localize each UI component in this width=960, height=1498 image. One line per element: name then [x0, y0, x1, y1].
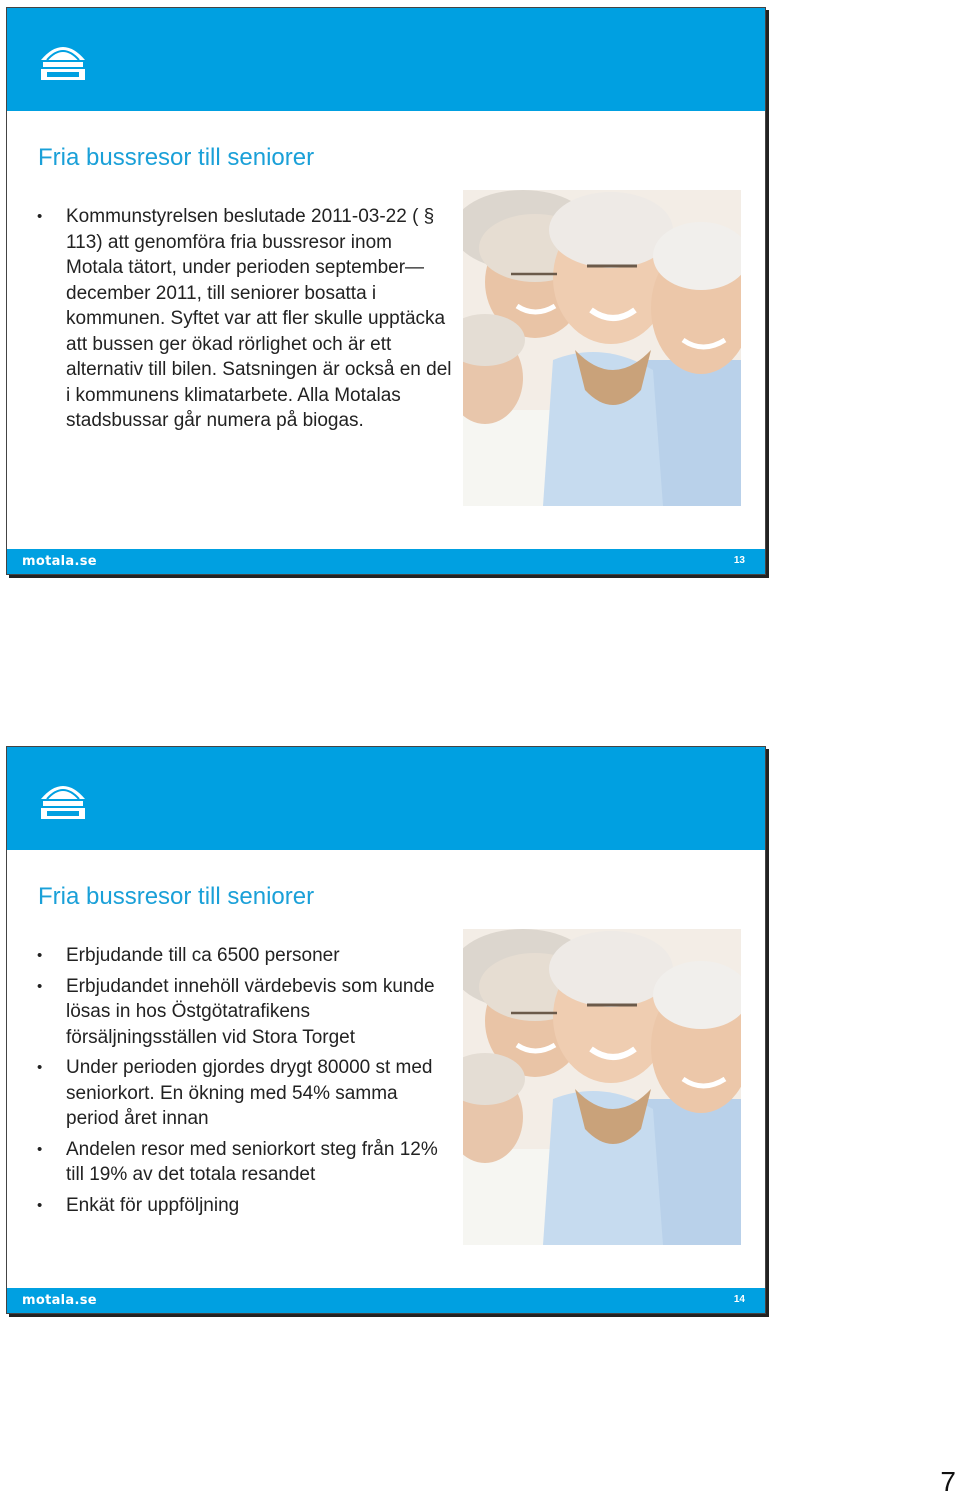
bullet-item: • Erbjudandet innehöll värdebevis som kunde lösas in hos Östgötatrafikens försäljningsställen vid Stora Torget [33, 974, 453, 1051]
bullet-item: • Under perioden gjordes drygt 80000 st med seniorkort. En ökning med 54% samma period året innan [33, 1055, 453, 1132]
bullet-item: • Enkät för uppföljning [33, 1193, 453, 1219]
bullet-item: • Andelen resor med seniorkort steg från 12% till 19% av det totala resandet [33, 1137, 453, 1188]
slide-page-number: 14 [733, 1294, 745, 1305]
slide-13 [6, 7, 766, 575]
slide-14 [6, 746, 766, 1314]
seniors-photo-icon [463, 929, 741, 1245]
slide-page-number: 13 [733, 555, 745, 566]
header-band [7, 747, 765, 850]
footer-band [7, 1288, 765, 1313]
document-page-number: 7 [940, 1466, 956, 1497]
bullet-list [33, 943, 453, 1223]
header-band [7, 8, 765, 111]
footer-band [7, 549, 765, 574]
bullet-item: • Kommunstyrelsen beslutade 2011-03-22 ( § 113) att genomföra fria bussresor inom Motala tätort, under perioden september—december 2011, till seniorer bosatta i kommunen. Syftet var att fler skulle upptäcka att bussen ger ökad rörlighet och är ett alternativ till bilen. Satsningen är också en del i kommunens klimatarbete. Alla Motalas stadsbussar går numera på biogas. [33, 204, 453, 434]
footer-url: motala.se [22, 554, 97, 569]
motala-logo-icon [33, 777, 93, 823]
bullet-list [33, 204, 453, 439]
motala-logo-icon [33, 38, 93, 84]
slide-title: Fria bussresor till seniorer [38, 883, 315, 910]
bullet-item: • Erbjudande till ca 6500 personer [33, 943, 453, 969]
seniors-photo-icon [463, 190, 741, 506]
footer-url: motala.se [22, 1293, 97, 1308]
slide-title: Fria bussresor till seniorer [38, 144, 315, 171]
